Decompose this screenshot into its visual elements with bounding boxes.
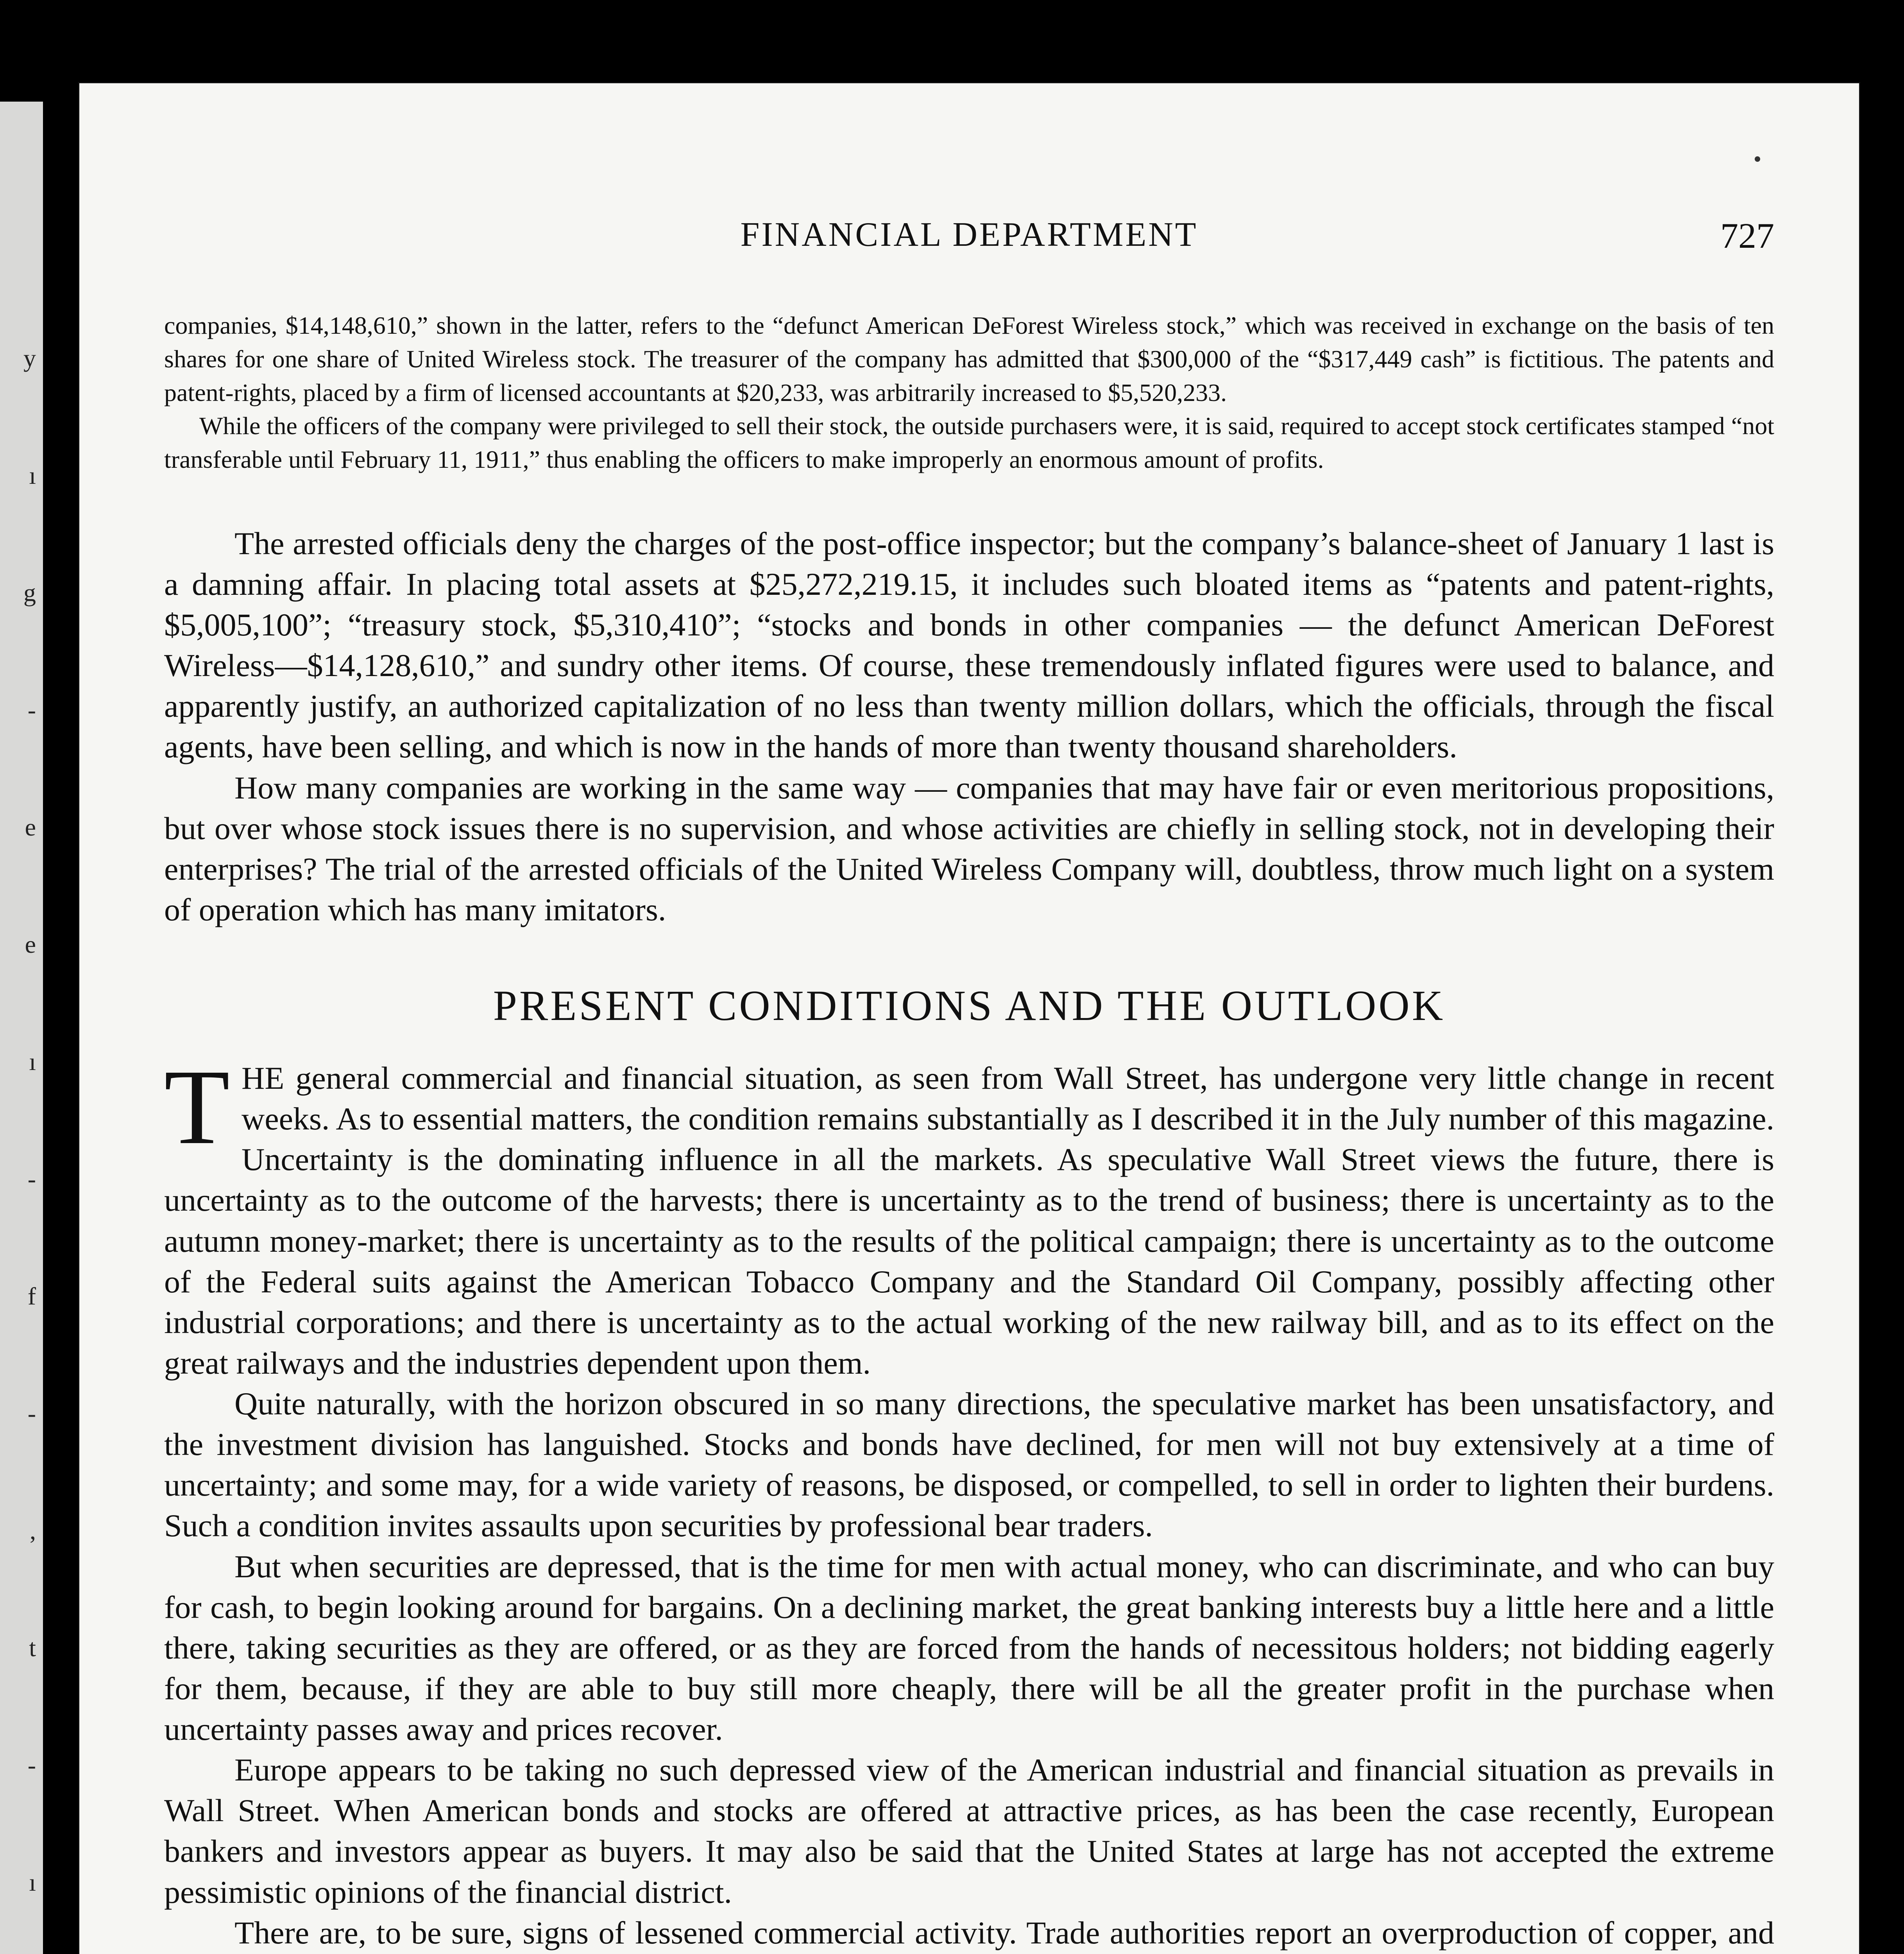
edge-letter: ,: [30, 1517, 36, 1544]
footnote-paragraph: While the officers of the company were privileged to sell their stock, the outside purchasers were, it is said, required to accept stock certificates stamped “not transferable until February 11, 1911,” thus enabling the officers to make improperly an enormous amount of profits.: [164, 412, 1774, 473]
section-paragraph: THE general commercial and financial situation, as seen from Wall Street, has undergone very little change in recent weeks. As to essential matters, the condition remains substantially as I described it in the July number of this magazine. Uncertainty is the dominating influence in all the markets. As speculative Wall Street views the future, there is uncertainty as to the outcome of the harvests; there is uncertainty as to the trend of business; there is uncertainty as to the autumn money-market; there is uncertainty as to the results of the political campaign; there is uncertainty as to the outcome of the Federal suits against the American Tobacco Company and the Standard Oil Company, possibly affecting other industrial corporations; and there is uncertainty as to the actual working of the new railway bill, and as to its effect on the great railways and the industries dependent upon them.: [164, 1048, 1774, 1381]
edge-letter: -: [27, 1751, 36, 1779]
section-heading: PRESENT CONDITIONS AND THE OUTLOOK: [493, 982, 1446, 1029]
edge-letter: t: [29, 1634, 36, 1662]
edge-letter: g: [23, 579, 36, 607]
page-number: 727: [1720, 216, 1774, 256]
edge-letter: -: [27, 696, 36, 724]
magazine-page: [78, 82, 1860, 1954]
article-text: [164, 523, 1774, 930]
adjacent-page-edge: [0, 102, 43, 1954]
section-paragraph: Quite naturally, with the horizon obscured in so many directions, the speculative market has been unsatisfactory, and the investment division has languished. Stocks and bonds have declined, for men will not buy extensively at a time of uncertainty; and some may, for a wide variety of reasons, be disposed, or compelled, to sell in order to lighten their burdens. Such a condition invites assaults upon securities by professional bear traders.: [164, 1386, 1774, 1544]
edge-letter: f: [27, 1282, 36, 1310]
article-body: [164, 309, 1774, 1954]
body-paragraph: How many companies are working in the same way — companies that may have fair or even meritorious propositions, but over whose stock issues there is no supervision, and whose activities are chiefly in selling stock, not in developing their enterprises? The trial of the arrested officials of the United Wireless Company will, doubtless, throw much light on a system of operation which has many imitators.: [164, 769, 1774, 927]
section-text: [164, 1048, 1774, 1954]
section-paragraph: There are, to be sure, signs of lessened commercial activity. Trade authorities report an overproduction of copper, and: [234, 1915, 1774, 1950]
running-title: FINANCIAL DEPARTMENT: [740, 216, 1198, 254]
edge-letter: y: [23, 344, 36, 372]
edge-letter: ı: [29, 1868, 36, 1896]
running-header: [164, 215, 1774, 266]
edge-letter: e: [25, 813, 36, 841]
edge-letter: ı: [29, 1048, 36, 1075]
edge-letter: ı: [29, 462, 36, 489]
edge-letter: -: [27, 1399, 36, 1427]
footnote-paragraph: companies, $14,148,610,” shown in the latter, refers to the “defunct American DeForest Wireless stock,” which was received in exchange on the basis of ten shares for one share of United Wireless stock. The treasurer of the company has admitted that $300,000 of the “$317,449 cash” is fictitious. The patents and patent-rights, placed by a firm of licensed accountants at $20,233, was arbitrarily increased to $5,520,233.: [164, 311, 1774, 406]
edge-letter: e: [25, 930, 36, 958]
section-paragraph: Europe appears to be taking no such depressed view of the American industrial and financial situation as prevails in Wall Street. When American bonds and stocks are offered at attractive prices, as has been the case recently, European bankers and investors appear as buyers. It may also be said that the United States at large has not accepted the extreme pessimistic opinions of the financial district.: [164, 1752, 1774, 1910]
body-paragraph: The arrested officials deny the charges of the post-office inspector; but the company’s balance-sheet of January 1 last is a damning affair. In placing total assets at $25,272,219.15, it includes such bloated items as “patents and patent-rights, $5,005,100”; “treasury stock, $5,310,410”; “stocks and bonds in other companies — the defunct American DeForest Wireless—$14,128,610,” and sundry other items. Of course, these tremendously inflated figures were used to balance, and apparently justify, an authorized capitalization of no less than twenty million dollars, which the officials, through the fiscal agents, have been selling, and which is now in the hands of more than twenty thousand shareholders.: [164, 525, 1774, 765]
section-paragraph: But when securities are depressed, that is the time for men with actual money, who can discriminate, and who can buy for cash, to begin looking around for bargains. On a declining market, the great banking interests buy a little here and a little there, taking securities as they are offered, or as they are forced from the hands of necessitous holders; not bidding eagerly for them, because, if they are able to buy still more cheaply, there will be all the greater profit in the purchase when uncertainty passes away and prices recover.: [164, 1548, 1774, 1747]
print-speck: [1755, 156, 1760, 162]
footnote-block: [164, 309, 1774, 476]
edge-letter: -: [27, 1165, 36, 1193]
